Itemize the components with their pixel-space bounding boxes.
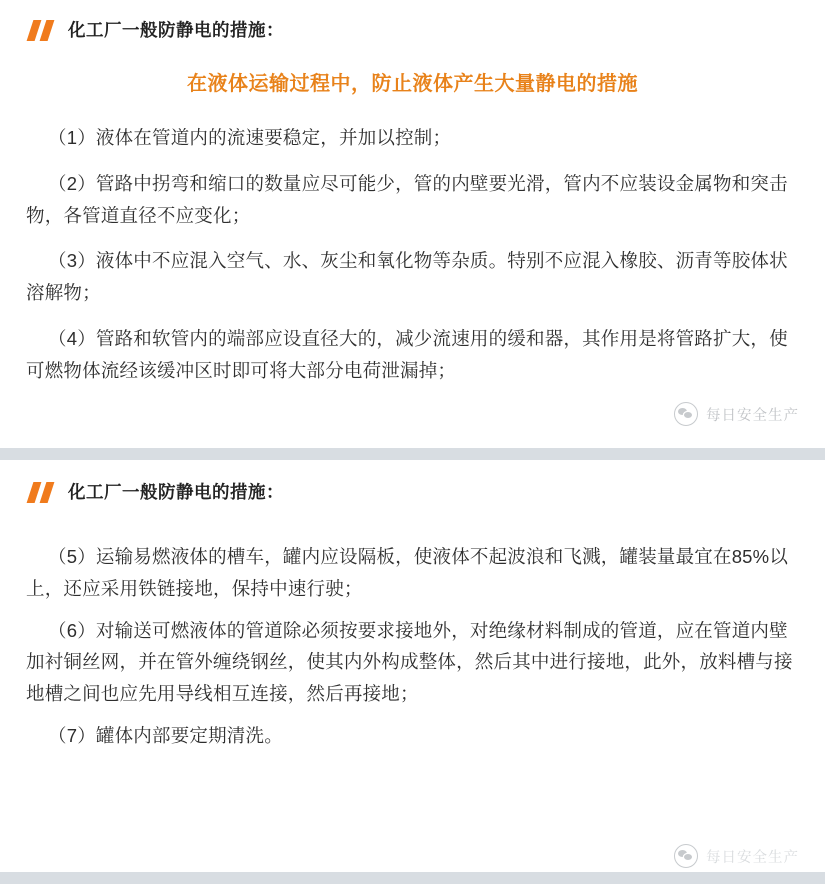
- article-title: 在液体运输过程中，防止液体产生大量静电的措施: [187, 73, 638, 95]
- wechat-account-badge-top: [674, 402, 799, 426]
- article-card-bottom: [0, 460, 825, 872]
- section-heading-label: 化工厂一般防静电的措施：: [68, 20, 284, 40]
- double-slash-icon: [28, 482, 58, 503]
- wechat-account-name: 每日安全生产: [706, 849, 799, 866]
- card-divider: [0, 448, 825, 460]
- section-heading-top: [26, 14, 799, 45]
- wechat-icon: [674, 844, 698, 868]
- section-heading-label: 化工厂一般防静电的措施：: [68, 482, 284, 502]
- heading-spacer: [26, 507, 799, 541]
- paragraph-6: （6）对输送可燃液体的管道除必须按要求接地外，对绝缘材料制成的管道，应在管道内壁加衬铜丝网，并在管外缠绕钢丝，使其内外构成整体，然后其中进行接地，此外，放料槽与接地槽之间也应先用导线相互连接，然后再接地；: [26, 619, 793, 705]
- double-slash-icon: [28, 20, 58, 41]
- paragraph-4: （4）管路和软管内的端部应设直径大的，减少流速用的缓和器，其作用是将管路扩大，使可燃物体流经该缓冲区时即可将大部分电荷泄漏掉；: [26, 328, 788, 381]
- section-heading-bottom: [26, 476, 799, 507]
- paragraph-3: （3）液体中不应混入空气、水、灰尘和氧化物等杂质。特别不应混入橡胶、沥青等胶体状溶解物；: [26, 250, 788, 304]
- paragraph-5: （5）运输易燃液体的槽车，罐内应设隔板，使液体不起波浪和飞溅，罐装量最宜在85%以上，还应采用铁链接地，保持中速行驶；: [26, 546, 789, 599]
- paragraph-2: （2）管路中拐弯和缩口的数量应尽可能少，管的内壁要光滑，管内不应装设金属物和突击物，各管道直径不应变化；: [26, 172, 788, 226]
- paragraph-1: （1）液体在管道内的流速要稳定，并加以控制；: [48, 127, 452, 148]
- wechat-account-badge-bottom: [674, 844, 799, 868]
- paragraph-7: （7）罐体内部要定期清洗。: [48, 725, 283, 747]
- wechat-account-name: 每日安全生产: [706, 407, 799, 424]
- wechat-icon: [674, 402, 698, 426]
